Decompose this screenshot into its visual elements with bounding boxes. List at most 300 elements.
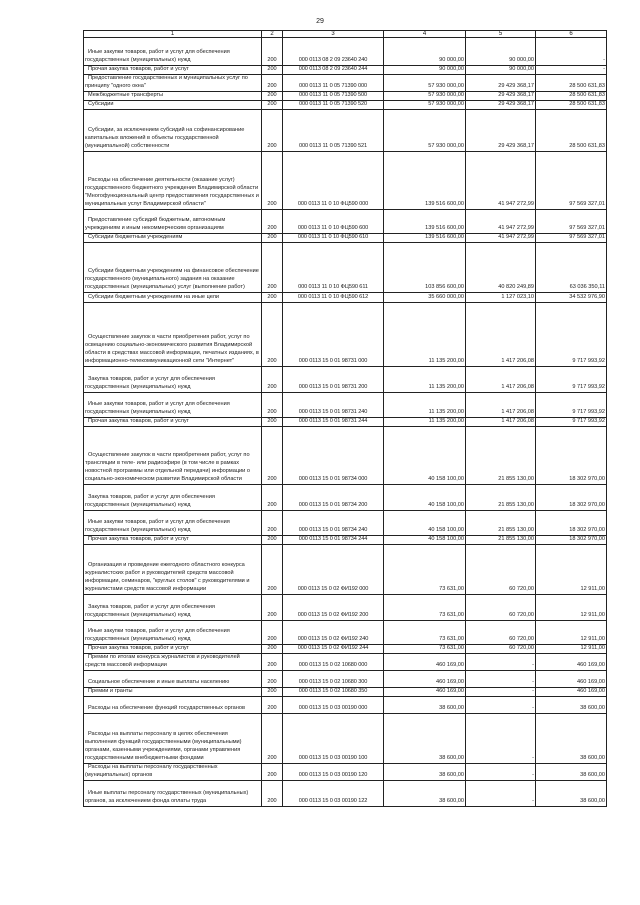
table-row — [84, 764, 607, 781]
budget-classification-code-text: 000 0113 15 0 01 98731 240 — [298, 409, 368, 416]
expenditure-name — [84, 621, 262, 645]
line-code-text: 200 — [267, 527, 277, 534]
line-code-text: 200 — [267, 83, 277, 90]
approved-amount-text: 40 158 100,00 — [428, 476, 464, 483]
executed-amount — [466, 671, 536, 688]
line-code — [262, 303, 283, 367]
budget-classification-code-text: 000 0113 15 0 02 ФИ192 244 — [297, 645, 369, 652]
budget-classification-code-text: 000 0113 15 0 03 00190 120 — [298, 772, 368, 779]
budget-classification-code-text: 000 0113 15 0 03 00190 122 — [298, 798, 368, 805]
expenditure-name — [84, 427, 262, 485]
column-header: 6 — [536, 31, 607, 38]
line-code-text: 200 — [267, 294, 277, 301]
table-row — [84, 654, 607, 671]
approved-amount-text: 90 000,00 — [439, 57, 464, 64]
executed-amount-text: 21 855 130,00 — [498, 527, 534, 534]
line-code — [262, 38, 283, 66]
expenditure-name-text: Прочая закупка товаров, работ и услуг — [88, 66, 189, 73]
executed-amount-text: - — [532, 705, 534, 712]
expenditure-name-text: Расходы на выплаты персоналу государственных (муниципальных) органов — [85, 764, 218, 779]
budget-classification-code — [283, 485, 384, 511]
budget-classification-code — [283, 75, 384, 92]
line-code — [262, 66, 283, 75]
executed-amount — [466, 75, 536, 92]
table-row — [84, 595, 607, 621]
budget-classification-code-text: 000 0113 11 0 05 71390 500 — [298, 92, 368, 99]
budget-classification-code — [283, 697, 384, 714]
budget-classification-code — [283, 671, 384, 688]
unexecuted-amount — [536, 536, 607, 545]
unexecuted-amount — [536, 393, 607, 418]
unexecuted-amount-text: 18 302 970,00 — [569, 536, 605, 543]
unexecuted-amount — [536, 764, 607, 781]
approved-amount-text: 57 930 000,00 — [428, 83, 464, 90]
executed-amount — [466, 536, 536, 545]
approved-amount-text: 11 135 200,00 — [428, 384, 464, 391]
line-code — [262, 101, 283, 110]
executed-amount-text: 41 947 272,99 — [498, 234, 534, 241]
budget-classification-code-text: 000 0113 15 0 01 98734 200 — [298, 502, 368, 509]
expenditure-name-text: Расходы на обеспечение функций государственных органов — [88, 705, 245, 712]
unexecuted-amount-text: 38 600,00 — [580, 798, 605, 805]
approved-amount-text: 73 631,00 — [439, 645, 464, 652]
line-code-text: 200 — [267, 201, 277, 208]
line-code — [262, 545, 283, 595]
unexecuted-amount-text: 9 717 993,92 — [572, 418, 605, 425]
line-code — [262, 234, 283, 243]
line-code-text: 200 — [267, 636, 277, 643]
expenditure-name-text: Премии по итогам конкурса журналистов и руководителей средств массовой информации — [85, 654, 240, 669]
approved-amount — [384, 393, 466, 418]
expenditure-name — [84, 110, 262, 152]
executed-amount — [466, 367, 536, 393]
table-row — [84, 234, 607, 243]
unexecuted-amount — [536, 152, 607, 210]
approved-amount — [384, 671, 466, 688]
unexecuted-amount-text: 12 911,00 — [580, 645, 605, 652]
expenditure-name-text: Организация и проведение ежегодного областного конкурса журналистских работ и руководителей средств массовой информации, семинаров, "круглых столов" с руководителями и журналистами средств массовой информации — [85, 562, 250, 593]
line-code — [262, 418, 283, 427]
unexecuted-amount — [536, 688, 607, 697]
line-code — [262, 781, 283, 807]
approved-amount — [384, 595, 466, 621]
executed-amount-text: - — [532, 772, 534, 779]
approved-amount-text: 460 169,00 — [436, 679, 464, 686]
executed-amount-text: 1 417 206,08 — [501, 418, 534, 425]
unexecuted-amount — [536, 621, 607, 645]
budget-classification-code-text: 000 0113 15 0 01 98734 000 — [298, 476, 368, 483]
unexecuted-amount — [536, 418, 607, 427]
executed-amount — [466, 645, 536, 654]
budget-classification-code-text: 000 0113 11 0 10 ФЦ590 611 — [298, 284, 368, 291]
executed-amount-text: 21 855 130,00 — [498, 502, 534, 509]
approved-amount — [384, 110, 466, 152]
unexecuted-amount — [536, 243, 607, 293]
table-row — [84, 697, 607, 714]
approved-amount-text: 73 631,00 — [439, 586, 464, 593]
column-header: 2 — [262, 31, 283, 38]
executed-amount-text: - — [532, 679, 534, 686]
line-code — [262, 75, 283, 92]
unexecuted-amount — [536, 234, 607, 243]
line-code — [262, 654, 283, 671]
executed-amount — [466, 152, 536, 210]
budget-classification-code — [283, 293, 384, 303]
line-code-text: 200 — [267, 225, 277, 232]
table-row — [84, 427, 607, 485]
unexecuted-amount-text: 38 600,00 — [580, 705, 605, 712]
unexecuted-amount — [536, 367, 607, 393]
line-code — [262, 645, 283, 654]
unexecuted-amount — [536, 427, 607, 485]
unexecuted-amount — [536, 697, 607, 714]
expenditure-name — [84, 393, 262, 418]
unexecuted-amount — [536, 781, 607, 807]
executed-amount-text: 29 429 368,17 — [498, 101, 534, 108]
budget-classification-code — [283, 427, 384, 485]
unexecuted-amount-text: 9 717 993,92 — [572, 409, 605, 416]
executed-amount — [466, 243, 536, 293]
executed-amount-text: - — [532, 662, 534, 669]
line-code-text: 200 — [267, 586, 277, 593]
budget-classification-code — [283, 393, 384, 418]
executed-amount — [466, 92, 536, 101]
unexecuted-amount — [536, 66, 607, 75]
line-code — [262, 243, 283, 293]
expenditure-name — [84, 714, 262, 764]
approved-amount-text: 40 158 100,00 — [428, 527, 464, 534]
line-code-text: 200 — [267, 66, 277, 73]
line-code — [262, 688, 283, 697]
line-code — [262, 595, 283, 621]
budget-classification-code — [283, 688, 384, 697]
unexecuted-amount-text: 12 911,00 — [580, 586, 605, 593]
table-row — [84, 645, 607, 654]
expenditure-name-text: Осуществление закупок в части приобретения работ, услуг по трансляции в теле- или радиоэфире (в том числе в рамках новостной программы или отдельной передачи) информации о социально-экономическом развитии Владимирской области — [85, 452, 250, 483]
approved-amount — [384, 367, 466, 393]
table-row — [84, 38, 607, 66]
expenditure-name — [84, 781, 262, 807]
approved-amount-text: 57 930 000,00 — [428, 143, 464, 150]
expenditure-name — [84, 101, 262, 110]
budget-classification-code-text: 000 0113 11 0 10 ФЦ590 600 — [297, 225, 369, 232]
unexecuted-amount-text: 12 911,00 — [580, 612, 605, 619]
executed-amount-text: - — [532, 798, 534, 805]
table-row — [84, 101, 607, 110]
approved-amount — [384, 545, 466, 595]
table-row — [84, 621, 607, 645]
executed-amount — [466, 764, 536, 781]
budget-classification-code-text: 000 0113 11 0 10 ФЦ590 000 — [297, 201, 369, 208]
expenditure-name-text: Прочая закупка товаров, работ и услуг — [88, 418, 189, 425]
expenditure-name-text: Субсидии бюджетным учреждениям на иные цели — [88, 294, 220, 301]
expenditure-name-text: Иные закупки товаров, работ и услуг для обеспечения государственных (муниципальных) нужд — [85, 519, 230, 534]
unexecuted-amount-text: 63 036 350,11 — [569, 284, 605, 291]
expenditure-name — [84, 210, 262, 234]
line-code-text: 200 — [267, 536, 277, 543]
unexecuted-amount — [536, 303, 607, 367]
approved-amount — [384, 234, 466, 243]
budget-classification-code-text: 000 0113 15 0 02 ФИ192 000 — [297, 586, 369, 593]
approved-amount-text: 73 631,00 — [439, 612, 464, 619]
executed-amount-text: 60 720,00 — [509, 612, 534, 619]
unexecuted-amount-text: 28 500 631,83 — [569, 92, 605, 99]
budget-classification-code-text: 000 0113 15 0 02 10680 350 — [298, 688, 368, 695]
budget-classification-code — [283, 714, 384, 764]
unexecuted-amount — [536, 101, 607, 110]
executed-amount — [466, 511, 536, 536]
executed-amount — [466, 210, 536, 234]
line-code — [262, 485, 283, 511]
budget-classification-code — [283, 654, 384, 671]
unexecuted-amount-text: 9 717 993,92 — [572, 358, 605, 365]
approved-amount — [384, 621, 466, 645]
table-row — [84, 671, 607, 688]
approved-amount — [384, 92, 466, 101]
unexecuted-amount-text: 28 500 631,83 — [569, 83, 605, 90]
expenditure-name-text: Субсидии — [88, 101, 114, 108]
expenditure-name-text: Премии и гранты — [88, 688, 133, 695]
budget-classification-code-text: 000 0113 15 0 02 ФИ192 200 — [297, 612, 369, 619]
expenditure-name-text: Предоставление государственных и муниципальных услуг по принципу "одного окна" — [85, 75, 248, 90]
executed-amount-text: 29 429 368,17 — [498, 143, 534, 150]
expenditure-name — [84, 234, 262, 243]
approved-amount-text: 73 631,00 — [439, 636, 464, 643]
budget-classification-code-text: 000 0113 11 0 10 ФЦ590 610 — [297, 234, 369, 241]
budget-classification-code — [283, 234, 384, 243]
executed-amount — [466, 697, 536, 714]
budget-classification-code — [283, 781, 384, 807]
budget-classification-code-text: 000 0113 15 0 03 00190 000 — [298, 705, 368, 712]
approved-amount — [384, 152, 466, 210]
approved-amount — [384, 714, 466, 764]
budget-classification-code-text: 000 0113 15 0 02 10680 000 — [298, 662, 368, 669]
unexecuted-amount-text: 12 911,00 — [580, 636, 605, 643]
budget-classification-code — [283, 367, 384, 393]
budget-classification-code-text: 000 0113 08 2 09 23640 240 — [298, 57, 368, 64]
expenditure-name — [84, 293, 262, 303]
executed-amount — [466, 293, 536, 303]
expenditure-name — [84, 671, 262, 688]
executed-amount-text: 41 947 272,99 — [498, 225, 534, 232]
line-code-text: 200 — [267, 612, 277, 619]
budget-classification-code — [283, 536, 384, 545]
executed-amount-text: 1 417 206,08 — [501, 409, 534, 416]
table-row — [84, 92, 607, 101]
unexecuted-amount — [536, 110, 607, 152]
executed-amount — [466, 66, 536, 75]
budget-classification-code-text: 000 0113 08 2 09 23640 244 — [298, 66, 368, 73]
unexecuted-amount — [536, 545, 607, 595]
approved-amount — [384, 511, 466, 536]
line-code — [262, 210, 283, 234]
approved-amount — [384, 688, 466, 697]
budget-classification-code-text: 000 0113 15 0 01 98731 244 — [298, 418, 368, 425]
table-row — [84, 545, 607, 595]
line-code — [262, 110, 283, 152]
approved-amount-text: 90 000,00 — [439, 66, 464, 73]
table-row — [84, 367, 607, 393]
unexecuted-amount — [536, 671, 607, 688]
executed-amount — [466, 234, 536, 243]
budget-classification-code — [283, 621, 384, 645]
budget-classification-code-text: 000 0113 15 0 01 98731 000 — [298, 358, 368, 365]
approved-amount-text: 460 169,00 — [436, 688, 464, 695]
expenditure-name — [84, 595, 262, 621]
expenditure-name — [84, 152, 262, 210]
executed-amount-text: 90 000,00 — [509, 66, 534, 73]
table-row — [84, 781, 607, 807]
unexecuted-amount-text: 18 302 970,00 — [569, 527, 605, 534]
budget-classification-code-text: 000 0113 15 0 02 10680 300 — [298, 679, 368, 686]
approved-amount-text: 139 516 600,00 — [425, 234, 464, 241]
budget-classification-code — [283, 92, 384, 101]
expenditure-name-text: Иные выплаты персоналу государственных (муниципальных) органов, за исключением фонда оплаты труда — [85, 790, 249, 805]
unexecuted-amount-text: 18 302 970,00 — [569, 476, 605, 483]
line-code-text: 200 — [267, 384, 277, 391]
executed-amount — [466, 110, 536, 152]
approved-amount-text: 11 135 200,00 — [428, 418, 464, 425]
unexecuted-amount-text: 460 169,00 — [577, 662, 605, 669]
line-code — [262, 293, 283, 303]
approved-amount-text: 11 135 200,00 — [428, 358, 464, 365]
budget-classification-code-text: 000 0113 15 0 02 ФИ192 240 — [297, 636, 369, 643]
executed-amount-text: 29 429 368,17 — [498, 83, 534, 90]
line-code — [262, 152, 283, 210]
expenditure-name — [84, 697, 262, 714]
line-code-text: 200 — [267, 101, 277, 108]
budget-classification-code — [283, 110, 384, 152]
budget-classification-code — [283, 545, 384, 595]
approved-amount-text: 38 600,00 — [439, 705, 464, 712]
line-code-text: 200 — [267, 755, 277, 762]
expenditure-name — [84, 645, 262, 654]
table-row — [84, 152, 607, 210]
expenditure-name — [84, 38, 262, 66]
line-code-text: 200 — [267, 409, 277, 416]
approved-amount — [384, 243, 466, 293]
budget-classification-code — [283, 511, 384, 536]
expenditure-name-text: Предоставление субсидий бюджетным, автономным учреждениям и иным некоммерческим организациям — [85, 217, 226, 232]
approved-amount — [384, 427, 466, 485]
approved-amount-text: 40 158 100,00 — [428, 536, 464, 543]
expenditure-name-text: Закупка товаров, работ и услуг для обеспечения государственных (муниципальных) нужд — [85, 494, 215, 509]
executed-amount-text: 60 720,00 — [509, 636, 534, 643]
expenditure-name — [84, 66, 262, 75]
approved-amount — [384, 38, 466, 66]
line-code — [262, 714, 283, 764]
table-row — [84, 688, 607, 697]
unexecuted-amount — [536, 485, 607, 511]
line-code-text: 200 — [267, 476, 277, 483]
table-row — [84, 418, 607, 427]
unexecuted-amount-text: 18 302 970,00 — [569, 502, 605, 509]
approved-amount — [384, 418, 466, 427]
expenditure-name — [84, 654, 262, 671]
line-code — [262, 393, 283, 418]
table-row — [84, 536, 607, 545]
line-code — [262, 697, 283, 714]
approved-amount — [384, 654, 466, 671]
unexecuted-amount-text: 28 500 631,83 — [569, 143, 605, 150]
column-header: 1 — [84, 31, 262, 38]
line-code-text: 200 — [267, 705, 277, 712]
unexecuted-amount-text: 97 569 327,01 — [569, 201, 605, 208]
expenditure-name — [84, 367, 262, 393]
approved-amount-text: 38 600,00 — [439, 772, 464, 779]
table-row — [84, 303, 607, 367]
budget-classification-code — [283, 243, 384, 293]
executed-amount — [466, 595, 536, 621]
approved-amount — [384, 764, 466, 781]
approved-amount-text: 460 169,00 — [436, 662, 464, 669]
executed-amount-text: 1 417 206,08 — [501, 358, 534, 365]
executed-amount — [466, 545, 536, 595]
expenditure-name-text: Прочая закупка товаров, работ и услуг — [88, 645, 189, 652]
table-row — [84, 511, 607, 536]
approved-amount-text: 38 600,00 — [439, 798, 464, 805]
unexecuted-amount-text: 97 569 327,01 — [569, 234, 605, 241]
line-code — [262, 764, 283, 781]
approved-amount — [384, 781, 466, 807]
approved-amount-text: 139 516 600,00 — [425, 225, 464, 232]
unexecuted-amount — [536, 511, 607, 536]
line-code-text: 200 — [267, 679, 277, 686]
budget-classification-code — [283, 101, 384, 110]
unexecuted-amount-text: 38 600,00 — [580, 772, 605, 779]
unexecuted-amount-text: 34 532 976,90 — [569, 294, 605, 301]
executed-amount — [466, 303, 536, 367]
expenditure-name — [84, 764, 262, 781]
table-row — [84, 393, 607, 418]
expenditure-name — [84, 536, 262, 545]
approved-amount-text: 139 516 600,00 — [425, 201, 464, 208]
approved-amount — [384, 66, 466, 75]
budget-classification-code-text: 000 0113 11 0 05 71390 521 — [298, 143, 368, 150]
executed-amount-text: 90 000,00 — [509, 57, 534, 64]
unexecuted-amount — [536, 645, 607, 654]
budget-classification-code — [283, 152, 384, 210]
budget-classification-code — [283, 418, 384, 427]
budget-classification-code-text: 000 0113 11 0 05 71390 000 — [298, 83, 368, 90]
unexecuted-amount-text: - — [603, 66, 605, 73]
line-code — [262, 536, 283, 545]
expenditure-name — [84, 418, 262, 427]
executed-amount-text: 40 820 249,89 — [498, 284, 534, 291]
executed-amount — [466, 654, 536, 671]
approved-amount — [384, 303, 466, 367]
expenditure-name-text: Осуществление закупок в части приобретения работ, услуг по освещению социально-экономического развития Владимирской области в средствах массовой информации, печатных изданиях, в информационно-телекоммуникационной сети "Интернет" — [85, 334, 259, 365]
approved-amount-text: 57 930 000,00 — [428, 92, 464, 99]
line-code-text: 200 — [267, 234, 277, 241]
approved-amount — [384, 293, 466, 303]
approved-amount — [384, 101, 466, 110]
approved-amount-text: 40 158 100,00 — [428, 502, 464, 509]
approved-amount — [384, 697, 466, 714]
unexecuted-amount — [536, 714, 607, 764]
table-row — [84, 293, 607, 303]
executed-amount-text: 21 855 130,00 — [498, 536, 534, 543]
executed-amount — [466, 621, 536, 645]
table-row — [84, 110, 607, 152]
unexecuted-amount — [536, 595, 607, 621]
executed-amount — [466, 688, 536, 697]
executed-amount-text: 29 429 368,17 — [498, 92, 534, 99]
approved-amount-text: 35 660 000,00 — [428, 294, 464, 301]
line-code-text: 200 — [267, 358, 277, 365]
approved-amount — [384, 645, 466, 654]
line-code — [262, 671, 283, 688]
